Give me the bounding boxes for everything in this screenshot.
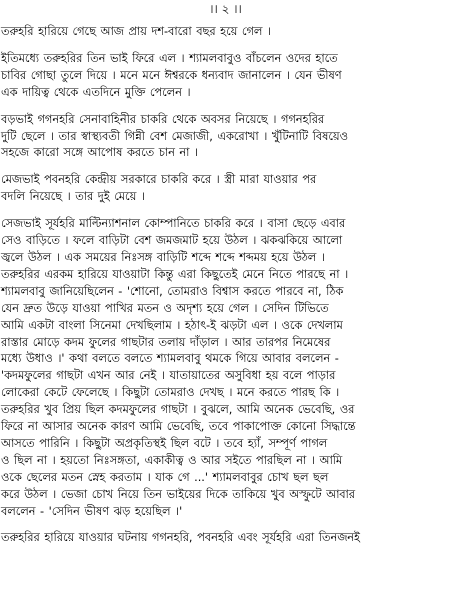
paragraph-3 xyxy=(1,112,450,163)
paragraph-line: আসতে পারিনি । কিছুটা অপ্রকৃতিস্থই ছিল বটে । তবে হ্যাঁ, সম্পূর্ণ পাগল xyxy=(1,436,328,450)
paragraph-line: সহজে কারো সঙ্গে আপোষ করতে চান না । xyxy=(1,146,199,160)
paragraph-line: ফিরে না আসার অনেক কারণ আমি ভেবেছি, তবে পাকাপোক্ত কোনো সিদ্ধান্তে xyxy=(1,420,356,434)
paragraph-4 xyxy=(1,172,450,206)
paragraph-line: ওকে ছেলের মতন স্নেহ করতাম । যাক গে ...' শ্যামলবাবুর চোখ ছল ছল xyxy=(1,470,329,484)
paragraph-line: সেজভাই সূর্যহরি মাল্টিন্যাশনাল কোম্পানিতে চাকরি করে । বাসা ছেড়ে এবার xyxy=(1,217,346,231)
paragraph-6 xyxy=(1,530,450,547)
paragraph-line: যেন দ্রুত উড়ে যাওয়া পাখির মতন ও অদৃশ্য হয়ে গেল । সেদিন টিভিতে xyxy=(1,301,329,315)
paragraph-line: মধ্যে উধাও ।' কথা বলতে বলতে শ্যামলবাবু থমকে গিয়ে আবার বললেন - xyxy=(1,352,339,366)
paragraph-line: তরুহরির হারিয়ে যাওয়ার ঘটনায় গগনহরি, পবনহরি এবং সূর্যহরি এরা তিনজনই xyxy=(1,531,360,545)
paragraph-line: ও ছিল না । হয়তো নিঃসঙ্গতা, একাকীত্ব ও আর সইতে পারছিল না । আমি xyxy=(1,453,343,467)
paragraph-line: ইতিমধ্যে তরুহরির তিন ভাই ফিরে এল । শ্যামলবাবুও বাঁচলেন ওদের হাতে xyxy=(1,51,338,65)
paragraph-line: সেও বাড়িতে । ফলে বাড়িটা বেশ জমজমাট হয়ে উঠল । ঝকঝকিয়ে আলো xyxy=(1,234,343,248)
paragraph-line: বড়ভাই গগনহরি সেনাবাহিনীর চাকরি থেকে অবসর নিয়েছে । গগনহরির xyxy=(1,112,325,126)
paragraph-line: শ্যামলবাবু জানিয়েছিলেন - 'শোনো, তোমরাও বিশ্বাস করতে পারবে না, ঠিক xyxy=(1,284,344,298)
paragraph-line: তরুহরি হারিয়ে গেছে আজ প্রায় দশ-বারো বছর হয়ে গেল । xyxy=(1,25,271,38)
paragraph-2 xyxy=(1,51,450,102)
paragraph-line: তরুহরির এরকম হারিয়ে যাওয়াটা কিন্তু এরা কিছুতেই মেনে নিতে পারছে না । xyxy=(1,267,349,281)
paragraph-line: দুটি ছেলে । তার স্বাস্থ্যবতী গিন্নী বেশ মেজাজী, একরোখা । খুঁটিনাটি বিষয়েও xyxy=(1,129,348,143)
paragraph-line: জ্বলে উঠল । এক সময়ের নিঃসঙ্গ বাড়িটি শব্দে শব্দে শব্দময় হয়ে উঠল । xyxy=(1,250,325,264)
chapter-heading: ।। ২ ।। xyxy=(209,2,242,16)
paragraph-line: চাবির গোছা তুলে দিয়ে । মনে মনে ঈশ্বরকে ধন্যবাদ জানালেন । যেন ভীষণ xyxy=(1,68,342,82)
paragraph-line: তরুহরির খুব প্রিয় ছিল কদমফুলের গাছটা । বুঝলে, আমি অনেক ভেবেছি, ওর xyxy=(1,403,355,417)
paragraph-line: রাস্তার মোড়ে কদম ফুলের গাছটার তলায় দাঁড়াল । আর তারপর নিমেষের xyxy=(1,335,331,349)
paragraph-line: মেজভাই পবনহরি কেন্দ্রীয় সরকারে চাকরি করে । স্ত্রী মারা যাওয়ার পর xyxy=(1,173,317,187)
paragraph-line: করে উঠল । ভেজা চোখ নিয়ে তিন ভাইয়ের দিকে তাকিয়ে খুব অস্ফুটে আবার xyxy=(1,487,356,501)
paragraph-line: 'কদমফুলের গাছটা এখন আর নেই । যাতায়াতের অসুবিধা হয় বলে পাড়ার xyxy=(1,369,336,383)
paragraph-1 xyxy=(1,24,450,41)
paragraph-line: লোকেরা কেটে ফেলেছে । কিছুটা তোমরাও দেখছ । মনে করতে পারছ কি । xyxy=(1,386,340,400)
paragraph-line: বললেন - 'সেদিন ভীষণ ঝড় হয়েছিল ।' xyxy=(1,504,183,518)
paragraph-line: বদলি নিয়েছে । তার দুই মেয়ে । xyxy=(1,190,145,204)
paragraph-line: আমি একটা বাংলা সিনেমা দেখছিলাম । হঠাৎ-ই ঝড়টা এল । ওকে দেখলাম xyxy=(1,318,343,332)
paragraph-5 xyxy=(1,216,450,520)
paragraph-line: এক দায়িত্ব থেকে এতদিনে মুক্তি পেলেন । xyxy=(1,85,191,99)
